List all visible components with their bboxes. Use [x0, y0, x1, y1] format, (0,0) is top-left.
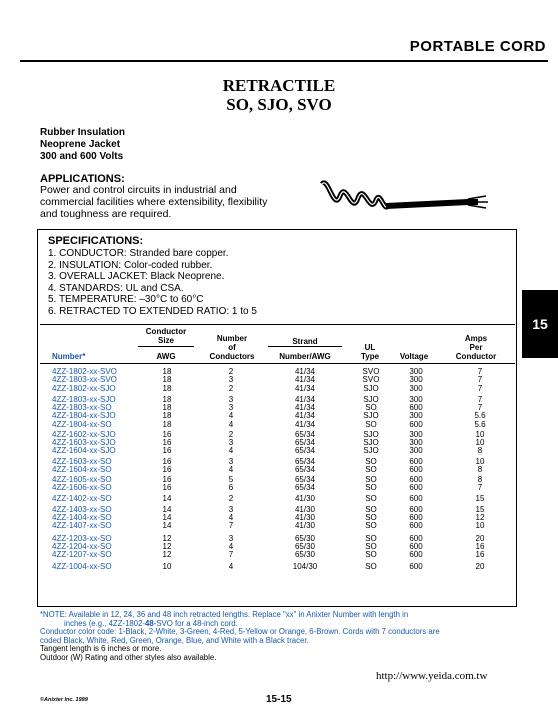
table-cell: 3: [228, 504, 234, 514]
note-tangent: Tangent length is 6 inches or more.: [40, 644, 162, 653]
applications-heading: APPLICATIONS:: [40, 173, 125, 185]
table-cell: 7: [477, 483, 483, 493]
table-cell: 41/34: [294, 367, 316, 376]
table-cell: 4ZZ-1402-xx-SO: [52, 493, 112, 503]
spec-item: 6. RETRACTED TO EXTENDED RATIO: 1 to 5: [48, 305, 257, 317]
table-cell: 4ZZ-1604-xx-SJO: [52, 446, 116, 456]
table-cell: 16: [162, 483, 172, 493]
table-cell: 65/30: [294, 541, 316, 551]
column-number: [52, 368, 117, 572]
table-cell: 10: [475, 521, 485, 531]
header-strand-number-awg: Number/AWG: [279, 352, 331, 361]
table-cell: 41/30: [294, 513, 316, 522]
title-line-2: SO, SJO, SVO: [226, 95, 332, 114]
table-cell: 300: [409, 394, 423, 404]
table-cell: 20: [475, 562, 485, 572]
page-number: 15-15: [266, 694, 292, 705]
table-cell: 14: [162, 493, 172, 503]
table-cell: 41/34: [294, 403, 316, 412]
table-cell: 16: [162, 456, 172, 466]
applications-line-2: commercial facilities where extensibility, flexibility: [40, 196, 268, 208]
website-url[interactable]: http://www.yeida.com.tw: [376, 670, 488, 682]
table-cell: 300: [409, 446, 423, 456]
table-cell: 600: [409, 475, 423, 484]
table-cell: SVO: [362, 375, 380, 385]
table-cell: 10: [475, 456, 485, 466]
table-cell: 65/34: [294, 438, 316, 447]
table-cell: 300: [409, 367, 423, 376]
table-cell: 4: [228, 411, 234, 421]
specifications-heading: SPECIFICATIONS:: [48, 235, 144, 247]
notes: [40, 611, 520, 662]
table-cell: SVO: [362, 367, 380, 376]
table-cell: 4: [228, 513, 234, 522]
table-cell: SJO: [363, 429, 379, 439]
table-cell: 65/34: [294, 483, 316, 493]
table-cell: SO: [365, 464, 377, 474]
table-cell: 41/30: [294, 521, 316, 531]
table-cell: 16: [475, 541, 485, 551]
table-cell: 3: [228, 403, 234, 412]
header-rule: [20, 60, 548, 62]
column-strand: [290, 368, 320, 572]
table-cell: 10: [475, 438, 485, 447]
table-cell: 7: [477, 367, 483, 376]
table-cell: 8: [477, 446, 483, 456]
table-cell: 600: [409, 533, 423, 543]
header-amps-per-conductor: Amps Per Conductor: [455, 334, 497, 361]
note-color-code: Conductor color code: 1-Black, 2-White, 3-Green, 4-Red, 5-Yellow or Orange, 6-Brown. Cords with 7 conductors are: [40, 627, 440, 636]
specifications-list: [48, 248, 257, 318]
applications-text: [40, 184, 330, 220]
table-cell: SJO: [363, 394, 379, 404]
table-cell: SO: [365, 533, 377, 543]
table-cell: 65/34: [294, 446, 316, 456]
table-cell: 600: [409, 562, 423, 572]
table-cell: 14: [162, 521, 172, 531]
table-cell: 4ZZ-1802-xx-SJO: [52, 383, 116, 393]
table-cell: 4ZZ-1604-xx-SO: [52, 464, 112, 474]
table-cell: 2: [228, 367, 234, 376]
header-number: Number*: [52, 352, 86, 361]
table-cell: 3: [228, 533, 234, 543]
table-cell: 600: [409, 541, 423, 551]
table-cell: 4ZZ-1603-xx-SO: [52, 456, 112, 466]
table-cell: 41/34: [294, 411, 316, 421]
table-cell: 4ZZ-1606-xx-SO: [52, 483, 112, 493]
table-cell: 65/34: [294, 456, 316, 466]
header-awg: AWG: [156, 352, 176, 361]
note-outdoor: Outdoor (W) Rating and other styles also available.: [40, 652, 217, 662]
page-title: [0, 76, 558, 114]
table-cell: SO: [365, 456, 377, 466]
table-cell: SO: [365, 562, 377, 572]
section-tab-15: 15: [522, 290, 558, 358]
table-cell: 600: [409, 483, 423, 493]
spec-item: 3. OVERALL JACKET: Black Neoprene.: [48, 271, 225, 283]
table-cell: 4ZZ-1404-xx-SO: [52, 513, 112, 522]
header-strand: Strand: [292, 337, 318, 346]
header-ul-type: UL Type: [360, 343, 380, 361]
subhead-line-3: 300 and 600 Volts: [40, 151, 124, 162]
table-cell: 65/34: [294, 429, 316, 439]
table-cell: 7: [477, 383, 483, 393]
table-cell: 15: [475, 493, 485, 503]
table-cell: 600: [409, 464, 423, 474]
spec-item: 1. CONDUCTOR: Stranded bare copper.: [48, 248, 229, 259]
table-cell: SO: [365, 541, 377, 551]
table-cell: SJO: [363, 446, 379, 456]
table-cell: 4ZZ-1204-xx-SO: [52, 541, 112, 551]
table-cell: 2: [228, 493, 234, 503]
table-cell: 4ZZ-1004-xx-SO: [52, 562, 112, 572]
table-cell: 16: [162, 429, 172, 439]
table-cell: 6: [228, 483, 234, 493]
table-cell: 600: [409, 550, 423, 559]
table-cell: 5: [228, 475, 234, 484]
table-cell: 41/30: [294, 504, 316, 514]
subhead-line-1: Rubber Insulation: [40, 127, 125, 138]
spec-item: 4. STANDARDS: UL and CSA.: [48, 282, 184, 294]
header-number-of-conductors: Number of Conductors: [209, 334, 255, 361]
table-cell: 3: [228, 456, 234, 466]
table-cell: 10: [475, 429, 485, 439]
table-cell: 5.6: [474, 419, 486, 429]
table-cell: 4ZZ-1207-xx-SO: [52, 550, 112, 559]
table-cell: 18: [162, 383, 172, 393]
table-header-rule: [40, 363, 515, 364]
table-cell: SO: [365, 483, 377, 493]
table-cell: 65/34: [294, 475, 316, 484]
spec-item: 2. INSULATION: Color-coded rubber.: [48, 259, 213, 271]
table-cell: 16: [162, 438, 172, 447]
table-cell: 8: [477, 475, 483, 484]
table-cell: SJO: [363, 411, 379, 421]
table-cell: 104/30: [292, 562, 318, 572]
table-cell: 4ZZ-1804-xx-SO: [52, 419, 112, 429]
table-top-rule: [40, 324, 515, 325]
table-cell: 4ZZ-1803-xx-SJO: [52, 394, 116, 404]
table-cell: 4ZZ-1603-xx-SJO: [52, 438, 116, 447]
table-cell: 4ZZ-1802-xx-SVO: [52, 367, 117, 376]
spec-item: 5. TEMPERATURE: –30°C to 60°C: [48, 294, 204, 306]
table-cell: 7: [228, 521, 234, 531]
header-conductor-size: Conductor Size: [145, 327, 187, 345]
table-cell: 4ZZ-1605-xx-SO: [52, 475, 112, 484]
table-cell: 3: [228, 394, 234, 404]
table-cell: 12: [162, 533, 172, 543]
applications-line-1: Power and control circuits in industrial and: [40, 184, 237, 196]
column-awg: [160, 368, 174, 572]
table-cell: 16: [162, 446, 172, 456]
size-header-underline: [138, 346, 194, 347]
copyright: ©Anixter Inc. 1999: [40, 697, 88, 703]
table-cell: 600: [409, 419, 423, 429]
table-cell: 18: [162, 403, 172, 412]
table-cell: 300: [409, 383, 423, 393]
table-cell: 300: [409, 411, 423, 421]
table-cell: 20: [475, 533, 485, 543]
table-cell: 600: [409, 493, 423, 503]
table-cell: 5.6: [474, 411, 486, 421]
column-ul-type: [360, 368, 382, 572]
note-lengths: *NOTE: Available in 12, 24, 36 and 48 inch retracted lengths. Replace "xx" in Anixter Number with length in: [40, 610, 409, 619]
table-cell: SO: [365, 550, 377, 559]
table-cell: 41/34: [294, 383, 316, 393]
table-cell: 18: [162, 375, 172, 385]
note-lengths-example: inches (e.g., 4ZZ-1802-48-SVO for a 48-inch cord.: [64, 618, 238, 628]
table-cell: 4: [228, 464, 234, 474]
retractile-cord-image: [318, 172, 498, 220]
table-cell: SO: [365, 504, 377, 514]
table-cell: 7: [477, 375, 483, 385]
table-cell: 41/34: [294, 394, 316, 404]
table-cell: 4: [228, 419, 234, 429]
table-cell: 300: [409, 438, 423, 447]
table-cell: 4ZZ-1602-xx-SJO: [52, 429, 116, 439]
table-cell: 10: [162, 562, 172, 572]
column-amps: [470, 368, 490, 572]
table-cell: SO: [365, 403, 377, 412]
table-cell: 600: [409, 513, 423, 522]
table-cell: 4: [228, 541, 234, 551]
section-title: PORTABLE CORD: [409, 38, 546, 55]
table-cell: 7: [477, 394, 483, 404]
table-cell: 41/30: [294, 493, 316, 503]
table-cell: 65/30: [294, 533, 316, 543]
header-voltage: Voltage: [399, 352, 429, 361]
table-cell: 4ZZ-1403-xx-SO: [52, 504, 112, 514]
table-cell: SO: [365, 521, 377, 531]
table-cell: 14: [162, 513, 172, 522]
table-cell: 2: [228, 429, 234, 439]
table-cell: 8: [477, 464, 483, 474]
table-cell: 16: [162, 475, 172, 484]
table-cell: 18: [162, 411, 172, 421]
table-cell: 600: [409, 521, 423, 531]
table-cell: 41/34: [294, 419, 316, 429]
table-cell: 12: [162, 541, 172, 551]
applications-line-3: and toughness are required.: [40, 208, 172, 220]
table-cell: 65/34: [294, 464, 316, 474]
table-cell: 4ZZ-1804-xx-SJO: [52, 411, 116, 421]
note-color-code-7: coded Black, White, Red, Green, Orange, Blue, and White with a Black tracer.: [40, 635, 309, 645]
table-cell: 4: [228, 562, 234, 572]
table-cell: 15: [475, 504, 485, 514]
table-cell: 7: [228, 550, 234, 559]
table-cell: SO: [365, 493, 377, 503]
product-subhead: [40, 127, 125, 163]
table-cell: 600: [409, 504, 423, 514]
table-cell: 4: [228, 446, 234, 456]
table-cell: 4ZZ-1803-xx-SVO: [52, 375, 117, 385]
strand-header-underline: [268, 346, 342, 347]
table-cell: 3: [228, 375, 234, 385]
table-cell: 18: [162, 419, 172, 429]
table-cell: 4ZZ-1803-xx-SO: [52, 403, 112, 412]
table-cell: 18: [162, 367, 172, 376]
table-cell: 3: [228, 438, 234, 447]
table-cell: SO: [365, 475, 377, 484]
table-cell: 2: [228, 383, 234, 393]
table-cell: 600: [409, 456, 423, 466]
table-cell: 65/30: [294, 550, 316, 559]
table-cell: 14: [162, 504, 172, 514]
table-cell: 4ZZ-1407-xx-SO: [52, 521, 112, 531]
table-cell: SO: [365, 513, 377, 522]
title-line-1: RETRACTILE: [222, 76, 336, 95]
table-cell: 7: [477, 403, 483, 412]
table-cell: SJO: [363, 383, 379, 393]
table-cell: 600: [409, 403, 423, 412]
table-cell: SJO: [363, 438, 379, 447]
column-conductors: [224, 368, 238, 572]
subhead-line-2: Neoprene Jacket: [40, 139, 121, 150]
table-cell: 12: [475, 513, 485, 522]
table-cell: SO: [365, 419, 377, 429]
table-cell: 18: [162, 394, 172, 404]
column-voltage: [406, 368, 426, 572]
table-cell: 16: [475, 550, 485, 559]
table-cell: 12: [162, 550, 172, 559]
table-cell: 41/34: [294, 375, 316, 385]
table-cell: 300: [409, 375, 423, 385]
table-cell: 300: [409, 429, 423, 439]
table-cell: 4ZZ-1203-xx-SO: [52, 533, 112, 543]
table-cell: 16: [162, 464, 172, 474]
